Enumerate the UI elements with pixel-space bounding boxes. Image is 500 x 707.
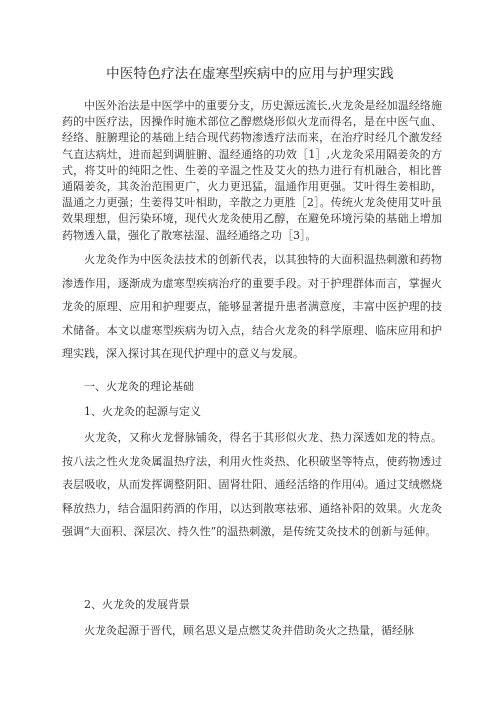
paragraph-intro: 中医外治法是中医学中的重要分支，历史源远流长,火龙灸是经加温经络施药的中医疗法，因操作时施术部位乙醇燃烧形似火龙而得名，是在中医气血、经络、脏腑理论的基础上结合现代药物渗透疗法而来，在治疗时经几个激发经气直达病灶，进而起到调脏腑、温经通络的功效［1］,火龙灸采用隔姜灸的方式，将艾叶的纯阳之性、生姜的辛温之性及艾火的热力进行有机融合，相比普通隔姜灸，其灸治范围更广，火力更迅猛，温通作用更强。艾叶得生姜相助，温通之力更强；生姜得艾叶相助，辛散之力更胜［2］。传统火龙灸使用艾叶虽效果理想，但污染环境，现代火龙灸使用乙醇，在避免环境污染的基础上增加药物透入量，强化了散寒祛湿、温经通络之功［3］。 [62,99,442,242]
document-title: 中医特色疗法在虚寒型疾病中的应用与护理实践 [106,66,394,82]
paragraph-background: 火龙灸起源于晋代，顾名思义是点燃艾灸并借助灸火之热量，循经脉 [84,624,414,637]
paragraph-definition: 火龙灸，又称火龙督脉铺灸，得名于其形似火龙、热力深透如龙的特点。按八法之性火龙灸属温热疗法，利用火性炎热、化积破坚等特点，使药物透过表层吸收，从而发挥调整阴阳、固肾壮阳、通经活络的作用⑷。通过艾绒燃烧释放热力，结合温阳药酒的作用，以达到散寒祛邪、通络补阳的效果。火龙灸强调“大面积、深层次、持久性”的温热刺激，是传统艾灸技术的创新与延伸。 [62,431,442,539]
subsection-heading-background: 2、火龙灸的发展背景 [84,598,190,611]
subsection-heading-origin: 1、火龙灸的起源与定义 [84,405,201,418]
section-heading-theory: 一、火龙灸的理论基础 [84,380,194,393]
paragraph-overview: 火龙灸作为中医灸法技术的创新代表，以其独特的大面积温热刺激和药物渗透作用，逐渐成为虚寒型疾病治疗的重要手段。对于护理群体而言，掌握火龙灸的原理、应用和护理要点，能够显著提升患者满意度，丰富中医护理的技术储备。本文以虚寒型疾病为切入点，结合火龙灸的科学原理、临床应用和护理实践，深入探讨其在现代护理中的意义与发展。 [62,253,442,361]
